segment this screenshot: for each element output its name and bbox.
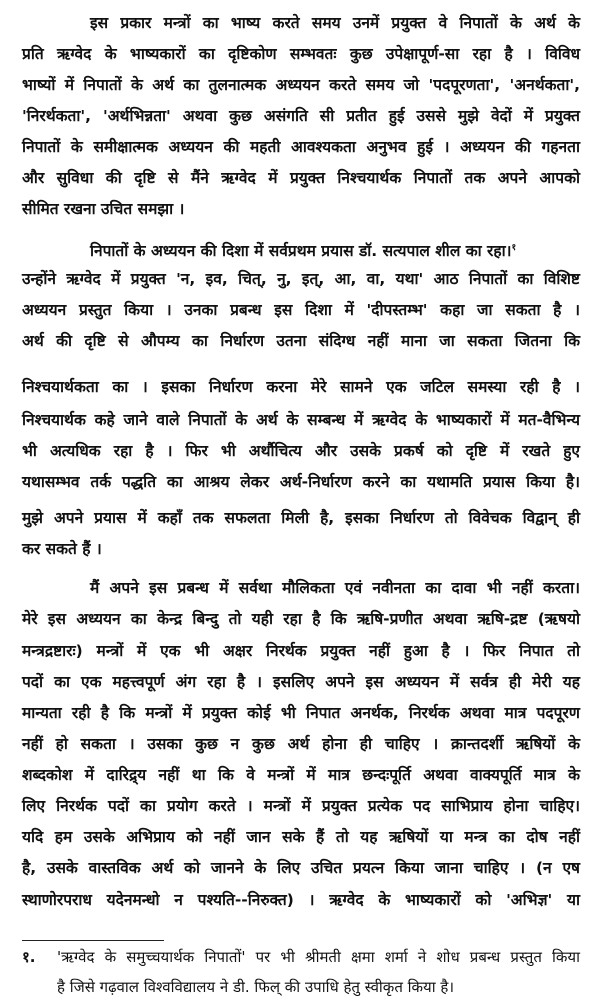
footnote-line: है जिसे गढ़वाल विश्वविद्यालय ने डी. फिल् की उपाधि हेतु स्वीकृत किया है। <box>57 978 455 996</box>
text-line: लिए निरर्थक पदों का प्रयोग करते । मन्त्रों में प्रयुक्त प्रत्येक पद साभिप्राय होना चाहिए। <box>22 797 580 815</box>
text-line: यथासम्भव तर्क पद्धति का आश्रय लेकर अर्थ-निर्धारण करने का यथामति प्रयास किया है। <box>22 473 580 491</box>
text-line: यदि हम उसके अभिप्राय को नहीं जान सके हैं तो यह ऋषियों या मन्त्र का दोष नहीं <box>22 828 580 846</box>
text-line: प्रति ऋग्वेद के भाष्यकारों का दृष्टिकोण सम्भवतः कुछ उपेक्षापूर्ण-सा रहा है । विविध <box>22 45 580 63</box>
text-line: मैं अपने इस प्रबन्ध में सर्वथा मौलिकता एवं नवीनता का दावा भी नहीं करता। <box>90 579 580 597</box>
text-line: मुझे अपने प्रयास में कहाँ तक सफलता मिली है, इसका निर्धारण तो विवेचक विद्वान् ही <box>22 509 580 527</box>
text-line-with-footnote <box>90 237 580 262</box>
footnote-line: 'ऋग्वेद के समुच्चयार्थक निपातों' पर भी श्रीमती क्षमा शर्मा ने शोध प्रबन्ध प्रस्तुत किया <box>57 948 580 966</box>
text-line: उन्होंने ऋग्वेद में प्रयुक्त 'न, इव, चित्, नु, इत्, आ, वा, यथा' आठ निपातों का विशिष्ट <box>22 270 580 288</box>
text-line: शब्दकोश में दारिद्र्य नहीं था कि वे मन्त्रों में मात्र छन्दःपूर्ति अथवा वाक्यपूर्ति मात्र के <box>22 766 580 784</box>
text-line: मान्यता रही है कि मन्त्रों में प्रयुक्त कोई भी निपात अनर्थक, निरर्थक अथवा मात्र पदपूरण <box>22 704 580 722</box>
text-line: निश्चयार्थक कहे जाने वाले निपातों के अर्थ के सम्बन्ध में ऋग्वेद के भाष्यकारों में मत-वैभिन्य <box>22 411 580 429</box>
text-line: भी अत्यधिक रहा है । फिर भी अर्थौचित्य और उसके प्रकर्ष को दृष्टि में रखते हुए <box>22 442 580 460</box>
text-line: नहीं हो सकता । उसका कुछ न कुछ अर्थ होना ही चाहिए । क्रान्तदर्शी ऋषियों के <box>22 735 580 753</box>
text-line: भाष्यों में निपातों के अर्थ का तुलनात्मक अध्ययन करते समय जो 'पदपूरणता', 'अनर्थकता', <box>22 76 580 94</box>
text-line: सीमित रखना उचित समझा । <box>22 200 185 218</box>
text-line: और सुविधा की दृष्टि से मैंने ऋग्वेद में प्रयुक्त निश्चयार्थक निपातों तक अपने आपको <box>22 169 580 187</box>
text-line: अध्ययन प्रस्तुत किया । उनका प्रबन्ध इस दिशा में 'दीपस्तम्भ' कहा जा सकता है । <box>22 301 580 319</box>
text-line: निपातों के समीक्षात्मक अध्ययन की महती आवश्यकता अनुभव हुई । अध्ययन की गहनता <box>22 138 580 156</box>
footnote-reference[interactable]: १ <box>511 243 517 253</box>
footnote-divider <box>22 940 164 941</box>
text-line: इस प्रकार मन्त्रों का भाष्य करते समय उनमें प्रयुक्त वे निपातों के अर्थ के <box>90 14 580 32</box>
text-line: मन्त्रद्रष्टारः) मन्त्रों में एक भी अक्षर निरर्थक प्रयुक्त नहीं हुआ है । फिर निपात तो <box>22 642 580 660</box>
footnote-number: १. <box>22 948 36 966</box>
text-line: 'निरर्थकता', 'अर्थभिन्नता' अथवा कुछ असंगति सी प्रतीत हुई उससे मुझे वेदों में प्रयुक्त <box>22 107 580 125</box>
text-span: निपातों के अध्ययन की दिशा में सर्वप्रथम प्रयास डॉ. सत्यपाल शील का रहा। <box>90 242 512 261</box>
text-line: है, उसके वास्तविक अर्थ को जानने के लिए उचित प्रयत्न किया जाना चाहिए । (न एष <box>22 859 580 877</box>
text-line: मेरे इस अध्ययन का केन्द्र बिन्दु तो यही रहा है कि ऋषि-प्रणीत अथवा ऋषि-द्रष्ट (ऋषयो <box>22 610 580 628</box>
text-line: कर सकते हैं । <box>22 540 102 558</box>
text-line: निश्चयार्थकता का । इसका निर्धारण करना मेरे सामने एक जटिल समस्या रही है । <box>22 378 580 396</box>
text-line: अर्थ की दृष्टि से औपम्य का निर्धारण उतना संदिग्ध नहीं माना जा सकता जितना कि <box>22 332 580 350</box>
text-line: पदों का एक महत्त्वपूर्ण अंग रहा है । इसलिए अपने इस अध्ययन में सर्वत्र ही मेरी यह <box>22 673 580 691</box>
text-line: स्थाणोरपराध यदेनमन्धो न पश्यति--निरुक्त) । ऋग्वेद के भाष्यकारों को 'अभिज्ञ' या <box>22 891 580 909</box>
